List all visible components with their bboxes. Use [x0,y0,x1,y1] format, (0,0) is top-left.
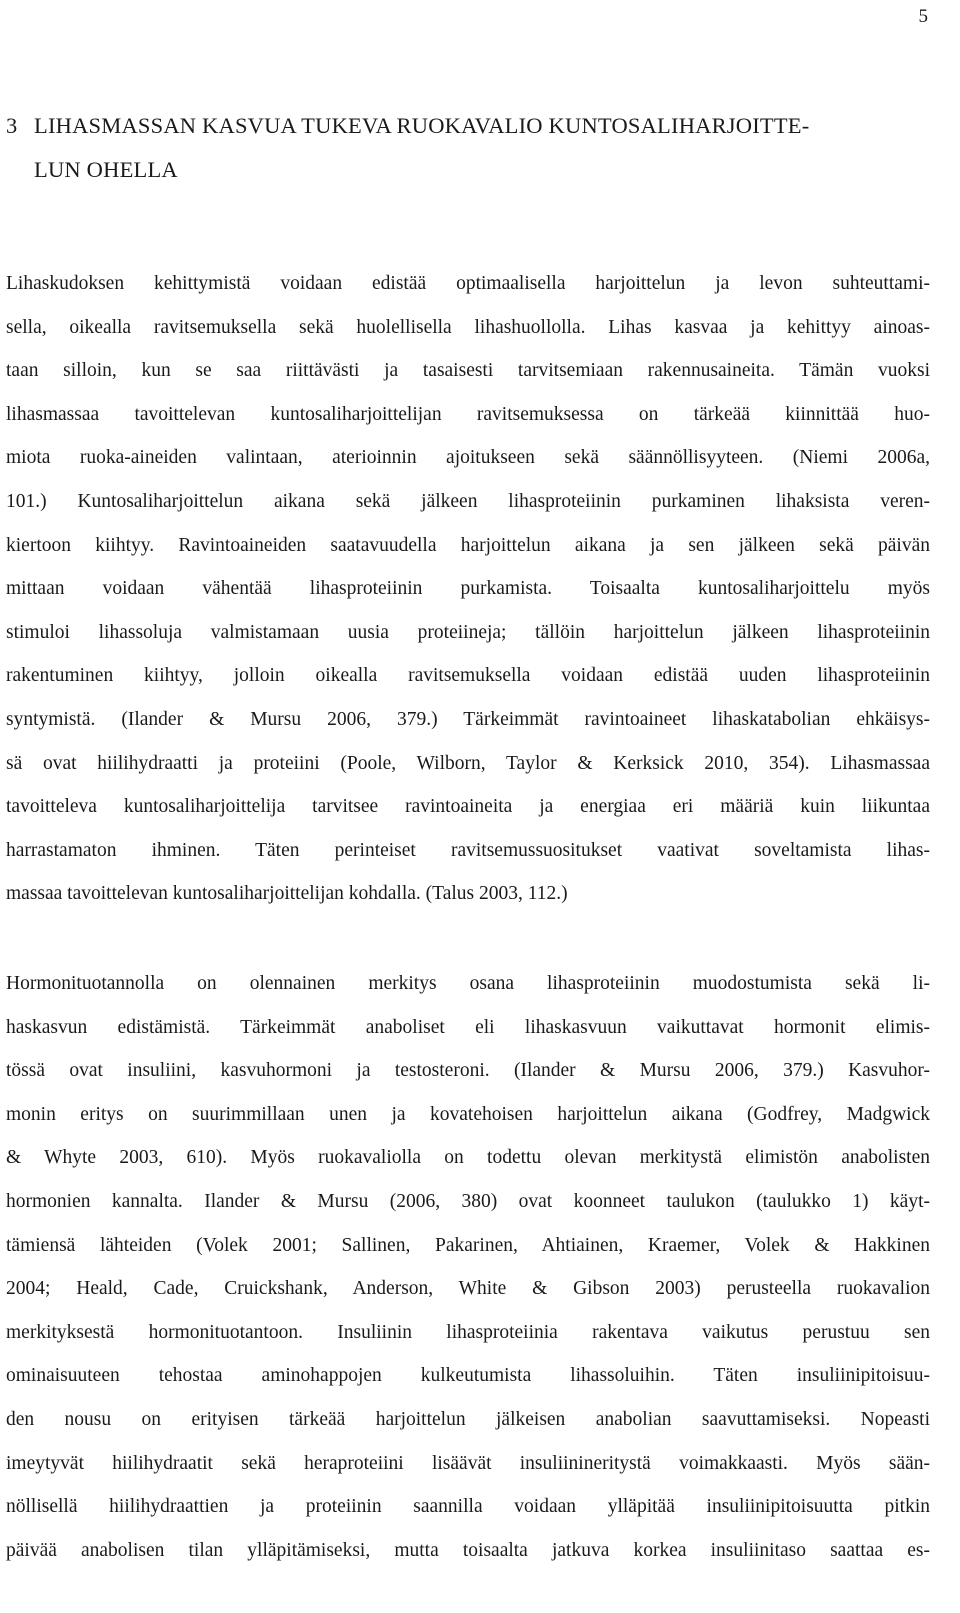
chapter-title-line-2: LUN OHELLA [34,157,178,182]
text-line: 2004; Heald, Cade, Cruickshank, Anderson, White & Gibson 2003) perusteella ruokavalion [6,1278,930,1300]
text-line: stimuloi lihassoluja valmistamaan uusia proteiineja; tällöin harjoittelun jälkeen lihasproteiinin [6,621,930,643]
text-line: miota ruoka-aineiden valintaan, aterioinnin ajoitukseen sekä säännöllisyyteen. (Niemi 2006a, [6,447,930,469]
text-line: syntymistä. (Ilander & Mursu 2006, 379.) Tärkeimmät ravintoaineet lihaskatabolian ehkäisys- [6,708,930,730]
text-line: lihasmassaa tavoittelevan kuntosaliharjoittelijan ravitsemuksessa on tärkeää kiinnittää huo- [6,403,930,425]
text-line: massaa tavoittelevan kuntosaliharjoittelijan kohdalla. (Talus 2003, 112.) [6,883,568,905]
chapter-title-line-1: LIHASMASSAN KASVUA TUKEVA RUOKAVALIO KUNTOSALIHARJOITTE- [34,113,810,138]
text-line: imeytyvät hiilihydraatit sekä heraproteiini lisäävät insuliinineritystä voimakkaasti. Myös sään- [6,1452,930,1474]
text-line: kiertoon kiihtyy. Ravintoaineiden saatavuudella harjoittelun aikana ja sen jälkeen sekä päivän [6,534,930,556]
text-line: sella, oikealla ravitsemuksella sekä huolellisella lihashuollolla. Lihas kasvaa ja kehittyy ainoas- [6,316,930,338]
text-line: merkityksestä hormonituotantoon. Insuliinin lihasproteiinia rakentava vaikutus perustuu sen [6,1321,930,1343]
text-line: 101.) Kuntosaliharjoittelun aikana sekä jälkeen lihasproteiinin purkaminen lihaksista veren- [6,490,930,512]
text-line: den nousu on erityisen tärkeää harjoittelun jälkeisen anabolian saavuttamiseksi. Nopeasti [6,1408,930,1430]
text-line: & Whyte 2003, 610). Myös ruokavaliolla on todettu olevan merkitystä elimistön anabolisten [6,1147,930,1169]
text-line: haskasvun edistämistä. Tärkeimmät anaboliset eli lihaskasvuun vaikuttavat hormonit elimis- [6,1016,930,1038]
text-line: harrastamaton ihminen. Täten perinteiset ravitsemussuositukset vaativat soveltamista lihas- [6,839,930,861]
text-line: tämiensä lähteiden (Volek 2001; Sallinen, Pakarinen, Ahtiainen, Kraemer, Volek & Hakkinen [6,1234,930,1256]
text-line: nöllisellä hiilihydraattien ja proteiinin saannilla voidaan ylläpitää insuliinipitoisuutta pitkin [6,1496,930,1518]
text-line: hormonien kannalta. Ilander & Mursu (2006, 380) ovat koonneet taulukon (taulukko 1) käyt- [6,1190,930,1212]
chapter-heading [6,104,926,192]
text-line: rakentuminen kiihtyy, jolloin oikealla ravitsemuksella voidaan edistää uuden lihasproteiinin [6,665,930,687]
text-line: mittaan voidaan vähentää lihasproteiinin purkamista. Toisaalta kuntosaliharjoittelu myös [6,578,930,600]
text-line: ominaisuuteen tehostaa aminohappojen kulkeutumista lihassoluihin. Täten insuliinipitoisuu- [6,1365,930,1387]
text-line: monin eritys on suurimmillaan unen ja kovatehoisen harjoittelun aikana (Godfrey, Madgwick [6,1103,930,1125]
text-line: Hormonituotannolla on olennainen merkitys osana lihasproteiinin muodostumista sekä li- [6,973,930,994]
chapter-number: 3 [6,113,18,138]
text-line: Lihaskudoksen kehittymistä voidaan edistää optimaalisella harjoittelun ja levon suhteuttami- [6,273,930,294]
page-number: 5 [918,6,928,27]
text-line: tössä ovat insuliini, kasvuhormoni ja testosteroni. (Ilander & Mursu 2006, 379.) Kasvuhor- [6,1060,930,1082]
text-line: tavoitteleva kuntosaliharjoittelija tarvitsee ravintoaineita ja energiaa eri määriä kuin liikuntaa [6,796,930,818]
text-line: sä ovat hiilihydraatti ja proteiini (Poole, Wilborn, Taylor & Kerksick 2010, 354). Lihasmassaa [6,752,930,774]
body-paragraph-2 [6,962,930,1572]
body-paragraph-1 [6,262,930,916]
text-line: taan silloin, kun se saa riittävästi ja tasaisesti tarvitsemiaan rakennusaineita. Tämän vuoksi [6,360,930,382]
text-line: päivää anabolisen tilan ylläpitämiseksi, mutta toisaalta jatkuva korkea insuliinitaso saattaa es- [6,1539,930,1561]
